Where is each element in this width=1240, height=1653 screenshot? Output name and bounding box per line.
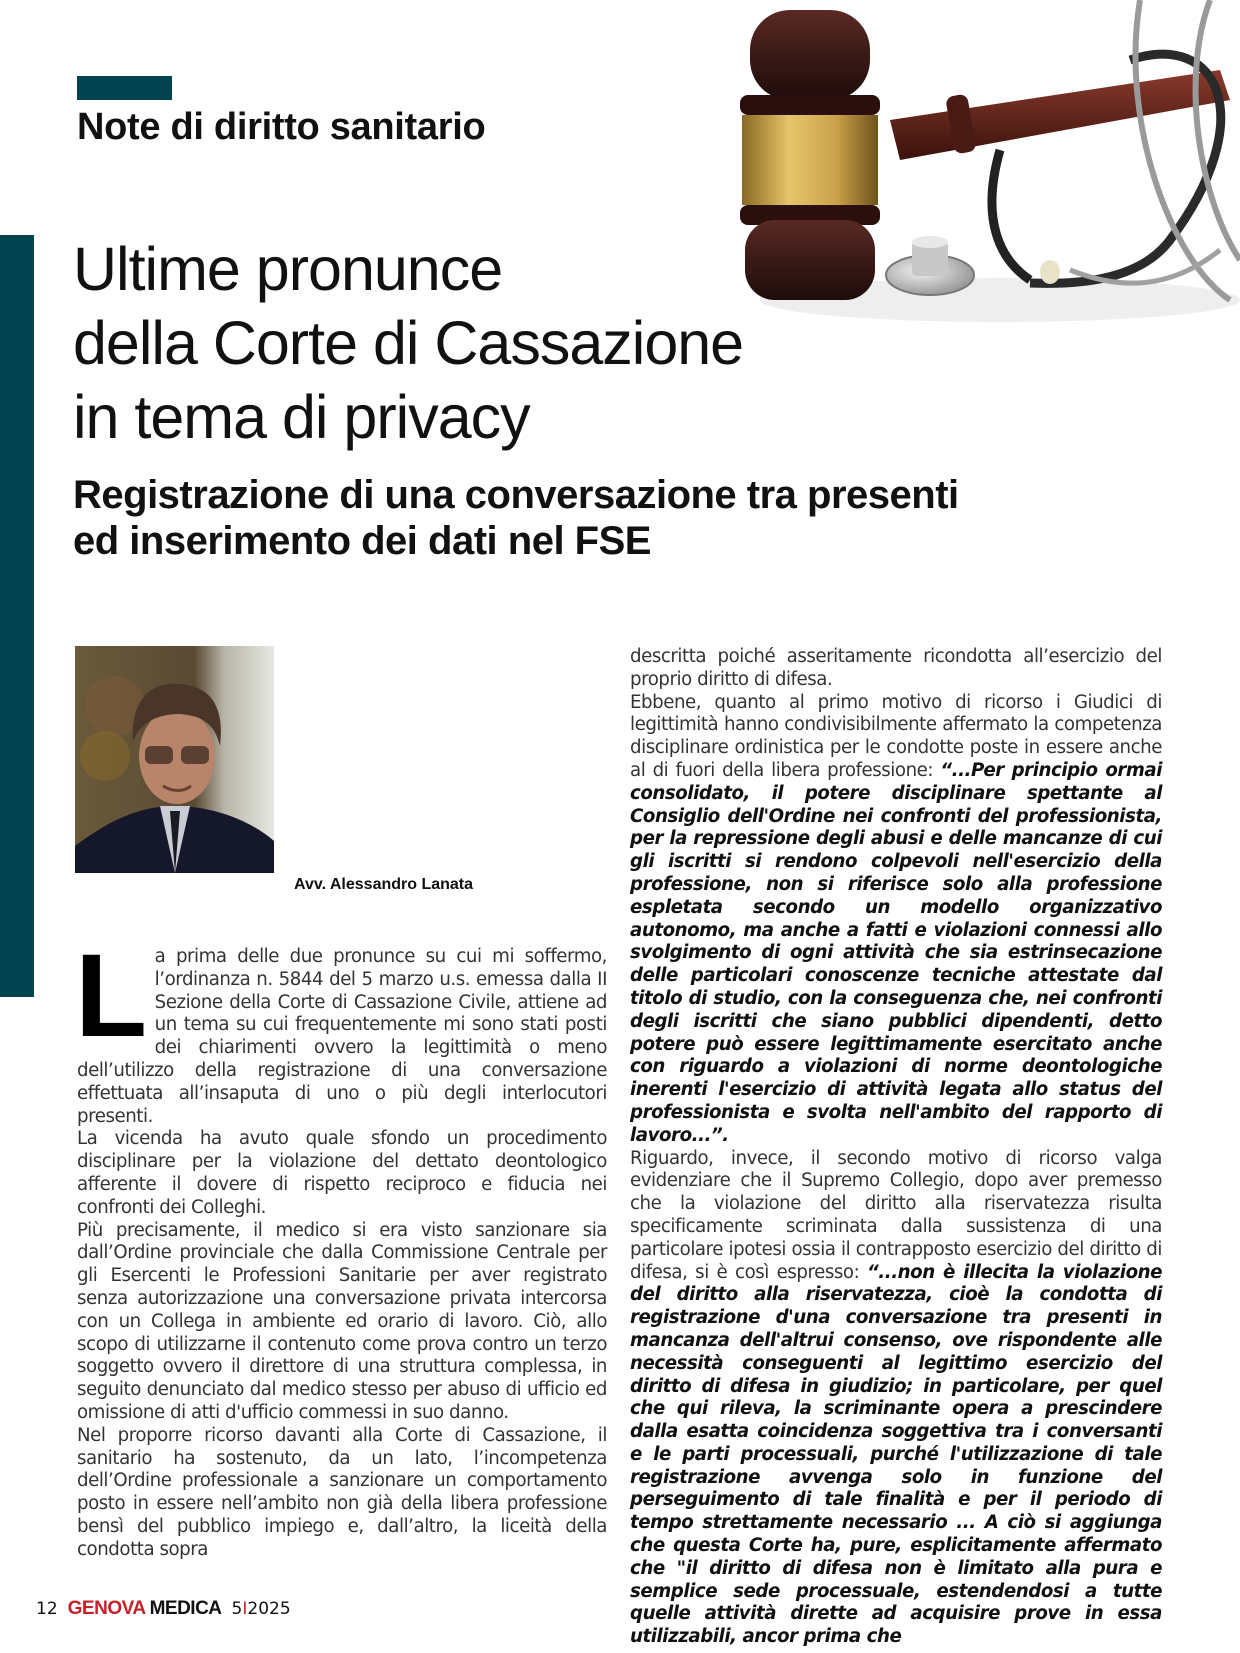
brand-medica: MEDICA bbox=[149, 1598, 222, 1619]
issue-year: 2025 bbox=[247, 1599, 291, 1619]
side-accent-bar bbox=[0, 235, 34, 997]
gavel-stethoscope-illustration bbox=[700, 0, 1240, 330]
section-title: Note di diritto sanitario bbox=[77, 106, 486, 148]
paragraph-text: a prima delle due pronunce su cui mi soffermo, l’ordinanza n. 5844 del 5 marzo u.s. emessa dalla II Sezione della Corte di Cassazione Civile, attiene ad un tema su cui frequentemente mi sono stati posti dei chiarimenti ovvero la legittimità o meno dell’utilizzo della registrazione di una conversazione effettuata all’insaputa di uno o più degli interlocutori presenti. bbox=[77, 946, 607, 1127]
page-footer bbox=[36, 1598, 291, 1620]
paragraph: Nel proporre ricorso davanti alla Corte di Cassazione, il sanitario ha sostenuto, da un lato, l’incompetenza dell’Ordine professionale a sanzionare un comportamento posto in essere nell’ambito non già della libera professione bensì del pubblico impiego e, dall’altro, la liceità della condotta sopra bbox=[77, 1424, 607, 1560]
hero-image-gavel-stethoscope bbox=[700, 0, 1240, 330]
section-accent-rule bbox=[77, 76, 172, 100]
paragraph: Più precisamente, il medico si era visto sanzionare sia dall’Ordine provinciale che dalla Commissione Centrale per gli Esercenti le Professioni Sanitarie per aver registrato senza autorizzazione una conversazione privata intercorsa con un Collega in ambiente ed orario di lavoro. Ciò, allo scopo di utilizzarne il contenuto come prova contro un terzo soggetto ovvero il direttore di una struttura complessa, in seguito denunciato dal medico stesso per abuso di ufficio ed omissione di atti d'ufficio commessi in suo danno. bbox=[77, 1219, 607, 1423]
author-caption: Avv. Alessandro Lanata bbox=[294, 876, 474, 893]
paragraph-text: Riguardo, invece, il secondo motivo di ricorso valga evidenziare che il Supremo Collegio, dopo aver premesso che la violazione del diritto alla riservatezza risulta specificamente scriminata dalla sussistenza di una particolare ipotesi ossia il contrapposto esercizio del diritto di difesa, si è così espresso: bbox=[630, 1147, 1162, 1283]
paragraph: La vicenda ha avuto quale sfondo un procedimento disciplinare per la violazione del dettato deontologico afferente il dovere di rispetto reciproco e fiducia nei confronti dei Colleghi. bbox=[77, 1128, 607, 1218]
paragraph: descritta poiché asseritamente ricondotta all’esercizio del proprio diritto di difesa. bbox=[630, 646, 1162, 690]
title-line-1: Ultime pronunce bbox=[73, 235, 503, 303]
brand-genova: GENOVA bbox=[67, 1598, 146, 1619]
title-line-3: in tema di privacy bbox=[73, 383, 530, 451]
court-quote: “...Per principio ormai consolidato, il potere disciplinare spettante al Consiglio dell'Ordine nei confronti del professionista, per la repressione degli abusi e delle mancanze di cui gli iscritti si rendono colpevoli nell'esercizio della professione, non si riferisce solo alla professione espletata secondo un modello organizzativo autonomo, ma anche a fatti e violazioni connessi allo svolgimento di ogni attività che sia estrinsecazione delle particolari conoscenze tecniche attestate dal titolo di studio, con la conseguenza che, nei confronti degli iscritti che siano pubblici dipendenti, detto potere può essere legittimamente esercitato anche con riguardo a violazioni di norme deontologiche inerenti l'esercizio di attività legata allo status del professionista e svolta nell'ambito del rapporto di lavoro...”. bbox=[630, 759, 1162, 1146]
paragraph bbox=[630, 1148, 1162, 1650]
page-number: 12 bbox=[36, 1599, 58, 1619]
drop-cap: L bbox=[75, 930, 147, 1062]
subtitle-line-1: Registrazione di una conversazione tra presenti bbox=[73, 473, 959, 517]
title-line-2: della Corte di Cassazione bbox=[73, 309, 744, 377]
court-quote: “...non è illecita la violazione del diritto alla riservatezza, cioè la condotta di registrazione d'una conversazione tra presenti in mancanza dell'altrui consenso, ove rispondente alle necessità conseguenti al legittimo esercizio del diritto di difesa in giudizio; in particolare, per quel che qui rileva, la scriminante opera a prescindere dalla esatta coincidenza soggettiva tra i conversanti e le parti processuali, purché l'utilizzazione di tale registrazione avvenga solo in funzione del perseguimento di tale finalità e per il periodo di tempo strettamente necessario ... A ciò si aggiunga che questa Corte ha, pure, esplicitamente affermato che "il diritto di difesa non è limitato alla pura e semplice sede processuale, estendendosi a tutte quelle attività dirette ad acquisire prove in essa utilizzabili, ancor prima che bbox=[630, 1261, 1162, 1648]
subtitle-line-2: ed inserimento dei dati nel FSE bbox=[73, 519, 651, 563]
article-column-right bbox=[630, 646, 1162, 1649]
author-portrait-image bbox=[75, 646, 274, 873]
issue-separator: I bbox=[242, 1599, 248, 1619]
issue-label bbox=[232, 1599, 291, 1619]
article-column-left bbox=[75, 930, 607, 1562]
article-title bbox=[73, 232, 743, 454]
paragraph-text: Ebbene, quanto al primo motivo di ricorso i Giudici di legittimità hanno condivisibilmente affermato la competenza disciplinare ordinistica per le condotte poste in essere anche al di fuori della libera professione: bbox=[630, 691, 1162, 781]
issue-number: 5 bbox=[231, 1599, 243, 1619]
paragraph bbox=[630, 692, 1162, 1148]
paragraph bbox=[75, 930, 607, 1128]
article-subtitle bbox=[73, 472, 959, 564]
author-photo bbox=[75, 646, 274, 873]
